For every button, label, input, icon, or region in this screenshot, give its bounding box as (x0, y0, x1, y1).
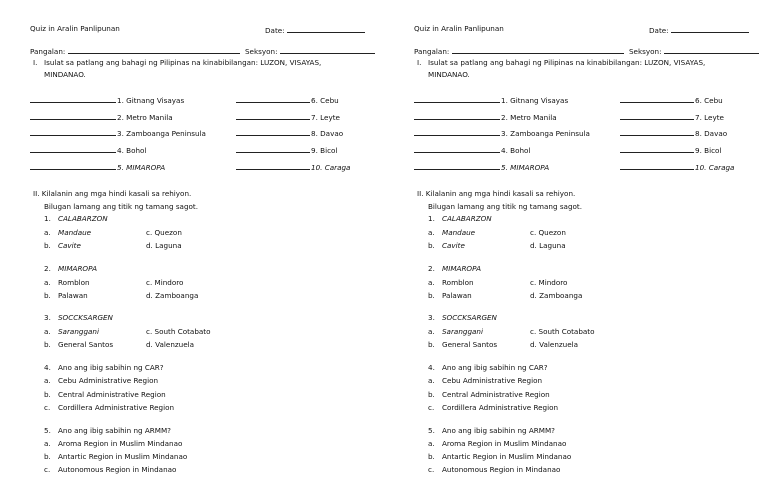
question-text: MIMAROPA (442, 264, 481, 273)
answer-blank[interactable] (620, 162, 694, 170)
name-field[interactable] (414, 46, 625, 55)
option-d[interactable]: d. Zamboanga (146, 291, 199, 300)
option-letter[interactable]: a. (44, 278, 51, 287)
name-blank[interactable] (68, 46, 240, 54)
part1-instruction-cont: MINDANAO. (44, 70, 86, 79)
item-label: 5. MIMAROPA (501, 163, 550, 172)
answer-blank[interactable] (236, 95, 310, 103)
fill-item[interactable] (30, 128, 206, 137)
option-c[interactable]: c. South Cotabato (146, 327, 211, 336)
option-letter[interactable]: a. (44, 376, 51, 385)
item-label: 2. Metro Manila (501, 113, 557, 122)
answer-blank[interactable] (30, 128, 116, 136)
question-number: 4. (428, 363, 435, 372)
item-label: 6. Cebu (695, 96, 723, 105)
fill-item[interactable] (414, 145, 530, 154)
date-blank[interactable] (287, 25, 365, 33)
item-label: 1. Gitnang Visayas (501, 96, 569, 105)
option-letter[interactable]: c. (44, 403, 51, 412)
fill-item[interactable] (620, 95, 723, 104)
fill-item[interactable] (236, 112, 340, 121)
answer-blank[interactable] (620, 145, 694, 153)
option-c[interactable]: c. Quezon (530, 228, 566, 237)
name-label: Pangalan: (414, 47, 450, 56)
question-number: 3. (44, 313, 51, 322)
part2-heading: II. Kilalanin ang mga hindi kasali sa rehiyon. (417, 189, 576, 198)
option-letter[interactable]: a. (428, 327, 435, 336)
question-text: CALABARZON (442, 214, 492, 223)
section-blank[interactable] (280, 46, 375, 54)
option-text[interactable]: Saranggani (442, 327, 483, 336)
option-text[interactable]: Antartic Region in Muslim Mindanao (442, 452, 572, 461)
question-number: 4. (44, 363, 51, 372)
item-label: 4. Bohol (501, 146, 531, 155)
section-field[interactable] (629, 46, 760, 55)
fill-item[interactable] (236, 95, 339, 104)
question-text: Ano ang ibig sabihin ng ARMM? (58, 426, 171, 435)
fill-item[interactable] (620, 128, 727, 137)
option-letter[interactable]: a. (428, 439, 435, 448)
answer-blank[interactable] (620, 112, 694, 120)
option-c[interactable]: c. Quezon (146, 228, 182, 237)
item-label: 1. Gitnang Visayas (117, 96, 185, 105)
answer-blank[interactable] (620, 128, 694, 136)
option-letter[interactable]: b. (44, 390, 51, 399)
option-text[interactable]: Romblon (442, 278, 474, 287)
option-c[interactable]: c. Mindoro (146, 278, 184, 287)
fill-item[interactable] (236, 145, 337, 154)
option-text[interactable]: Central Administrative Region (442, 390, 550, 399)
answer-blank[interactable] (236, 112, 310, 120)
answer-blank[interactable] (414, 95, 500, 103)
option-text[interactable]: Romblon (58, 278, 90, 287)
fill-item[interactable] (30, 145, 146, 154)
answer-blank[interactable] (236, 162, 310, 170)
quiz-sheet-right (384, 0, 768, 503)
item-label: 3. Zamboanga Peninsula (501, 129, 590, 138)
option-letter[interactable]: b. (44, 291, 51, 300)
option-text[interactable]: Autonomous Region in Mindanao (58, 465, 177, 474)
answer-blank[interactable] (30, 145, 116, 153)
question-number: 5. (428, 426, 435, 435)
question-text: SOCCKSARGEN (58, 313, 113, 322)
part2-subheading: Bilugan lamang ang titik ng tamang sagot. (428, 202, 583, 211)
answer-blank[interactable] (414, 112, 500, 120)
question-text: MIMAROPA (58, 264, 97, 273)
fill-item[interactable] (620, 145, 721, 154)
fill-item[interactable] (30, 95, 184, 104)
part1-instruction: Isulat sa patlang ang bahagi ng Pilipinas na kinabibilangan: LUZON, VISAYAS, (44, 58, 322, 67)
answer-blank[interactable] (30, 162, 116, 170)
fill-item[interactable] (236, 128, 343, 137)
option-text[interactable]: Palawan (58, 291, 88, 300)
question-number: 3. (428, 313, 435, 322)
section-label: Seksyon: (629, 47, 662, 56)
item-label: 9. Bicol (695, 146, 722, 155)
fill-item[interactable] (620, 112, 724, 121)
question-number: 5. (44, 426, 51, 435)
item-label: 5. MIMAROPA (117, 163, 166, 172)
question-text: Ano ang ibig sabihin ng CAR? (58, 363, 164, 372)
item-label: 7. Leyte (311, 113, 340, 122)
option-text[interactable]: General Santos (58, 340, 114, 349)
part1-number: I. (33, 58, 38, 67)
item-label: 4. Bohol (117, 146, 147, 155)
fill-item[interactable] (414, 95, 568, 104)
fill-item[interactable] (30, 112, 173, 121)
part2-subheading: Bilugan lamang ang titik ng tamang sagot. (44, 202, 199, 211)
quiz-title: Quiz in Aralin Panlipunan (30, 24, 120, 33)
option-text[interactable]: Autonomous Region in Mindanao (442, 465, 561, 474)
date-field[interactable] (649, 25, 750, 34)
question-text: CALABARZON (58, 214, 108, 223)
question-number: 2. (428, 264, 435, 273)
option-letter[interactable]: a. (44, 439, 51, 448)
option-letter[interactable]: b. (428, 241, 435, 250)
name-field[interactable] (30, 46, 241, 55)
fill-item[interactable] (236, 162, 350, 171)
item-label: 3. Zamboanga Peninsula (117, 129, 206, 138)
option-text[interactable]: Cavite (442, 241, 465, 250)
option-letter[interactable]: c. (428, 465, 435, 474)
option-text[interactable]: Aroma Region in Muslim Mindanao (442, 439, 567, 448)
section-blank[interactable] (664, 46, 759, 54)
option-letter[interactable]: b. (428, 340, 435, 349)
option-letter[interactable]: b. (428, 291, 435, 300)
answer-blank[interactable] (30, 95, 116, 103)
item-label: 6. Cebu (311, 96, 339, 105)
answer-blank[interactable] (620, 95, 694, 103)
option-text[interactable]: Saranggani (58, 327, 99, 336)
option-d[interactable]: d. Valenzuela (530, 340, 579, 349)
item-label: 7. Leyte (695, 113, 724, 122)
answer-blank[interactable] (414, 145, 500, 153)
item-label: 2. Metro Manila (117, 113, 173, 122)
question-text: Ano ang ibig sabihin ng CAR? (442, 363, 548, 372)
question-number: 1. (428, 214, 435, 223)
date-label: Date: (265, 26, 285, 35)
option-text[interactable]: Cordillera Administrative Region (442, 403, 559, 412)
name-label: Pangalan: (30, 47, 66, 56)
date-field[interactable] (265, 25, 366, 34)
option-text[interactable]: Cebu Administrative Region (442, 376, 543, 385)
option-text[interactable]: General Santos (442, 340, 498, 349)
date-blank[interactable] (671, 25, 749, 33)
quiz-title: Quiz in Aralin Panlipunan (414, 24, 504, 33)
item-label: 10. Caraga (695, 163, 735, 172)
option-letter[interactable]: b. (428, 390, 435, 399)
option-letter[interactable]: a. (428, 278, 435, 287)
fill-item[interactable] (30, 162, 165, 171)
question-text: Ano ang ibig sabihin ng ARMM? (442, 426, 555, 435)
section-label: Seksyon: (245, 47, 278, 56)
fill-item[interactable] (414, 128, 590, 137)
option-c[interactable]: c. Mindoro (530, 278, 568, 287)
answer-blank[interactable] (236, 128, 310, 136)
option-text[interactable]: Cordillera Administrative Region (58, 403, 175, 412)
item-label: 8. Davao (311, 129, 344, 138)
option-text[interactable]: Aroma Region in Muslim Mindanao (58, 439, 183, 448)
name-blank[interactable] (452, 46, 624, 54)
option-text[interactable]: Antartic Region in Muslim Mindanao (58, 452, 188, 461)
option-letter[interactable]: c. (428, 403, 435, 412)
option-letter[interactable]: a. (428, 376, 435, 385)
fill-item[interactable] (620, 162, 734, 171)
option-c[interactable]: c. South Cotabato (530, 327, 595, 336)
option-letter[interactable]: b. (44, 340, 51, 349)
option-text[interactable]: Central Administrative Region (58, 390, 166, 399)
option-letter[interactable]: b. (44, 241, 51, 250)
option-letter[interactable]: b. (428, 452, 435, 461)
answer-blank[interactable] (236, 145, 310, 153)
part1-instruction: Isulat sa patlang ang bahagi ng Pilipinas na kinabibilangan: LUZON, VISAYAS, (428, 58, 706, 67)
fill-item[interactable] (414, 162, 549, 171)
option-letter[interactable]: c. (44, 465, 51, 474)
part1-number: I. (417, 58, 422, 67)
option-text[interactable]: Cavite (58, 241, 81, 250)
option-text[interactable]: Palawan (442, 291, 472, 300)
option-letter[interactable]: a. (428, 228, 435, 237)
option-d[interactable]: d. Laguna (530, 241, 566, 250)
option-d[interactable]: d. Valenzuela (146, 340, 195, 349)
part1-instruction-cont: MINDANAO. (428, 70, 470, 79)
question-number: 2. (44, 264, 51, 273)
answer-blank[interactable] (414, 128, 500, 136)
fill-item[interactable] (414, 112, 557, 121)
option-d[interactable]: d. Zamboanga (530, 291, 583, 300)
option-letter[interactable]: a. (44, 327, 51, 336)
item-label: 9. Bicol (311, 146, 338, 155)
date-label: Date: (649, 26, 669, 35)
option-letter[interactable]: b. (44, 452, 51, 461)
option-d[interactable]: d. Laguna (146, 241, 182, 250)
option-text[interactable]: Mandaue (58, 228, 92, 237)
option-letter[interactable]: a. (44, 228, 51, 237)
part2-heading: II. Kilalanin ang mga hindi kasali sa rehiyon. (33, 189, 192, 198)
answer-blank[interactable] (30, 112, 116, 120)
question-number: 1. (44, 214, 51, 223)
option-text[interactable]: Mandaue (442, 228, 476, 237)
item-label: 8. Davao (695, 129, 728, 138)
item-label: 10. Caraga (311, 163, 351, 172)
question-text: SOCCKSARGEN (442, 313, 497, 322)
answer-blank[interactable] (414, 162, 500, 170)
section-field[interactable] (245, 46, 376, 55)
option-text[interactable]: Cebu Administrative Region (58, 376, 159, 385)
